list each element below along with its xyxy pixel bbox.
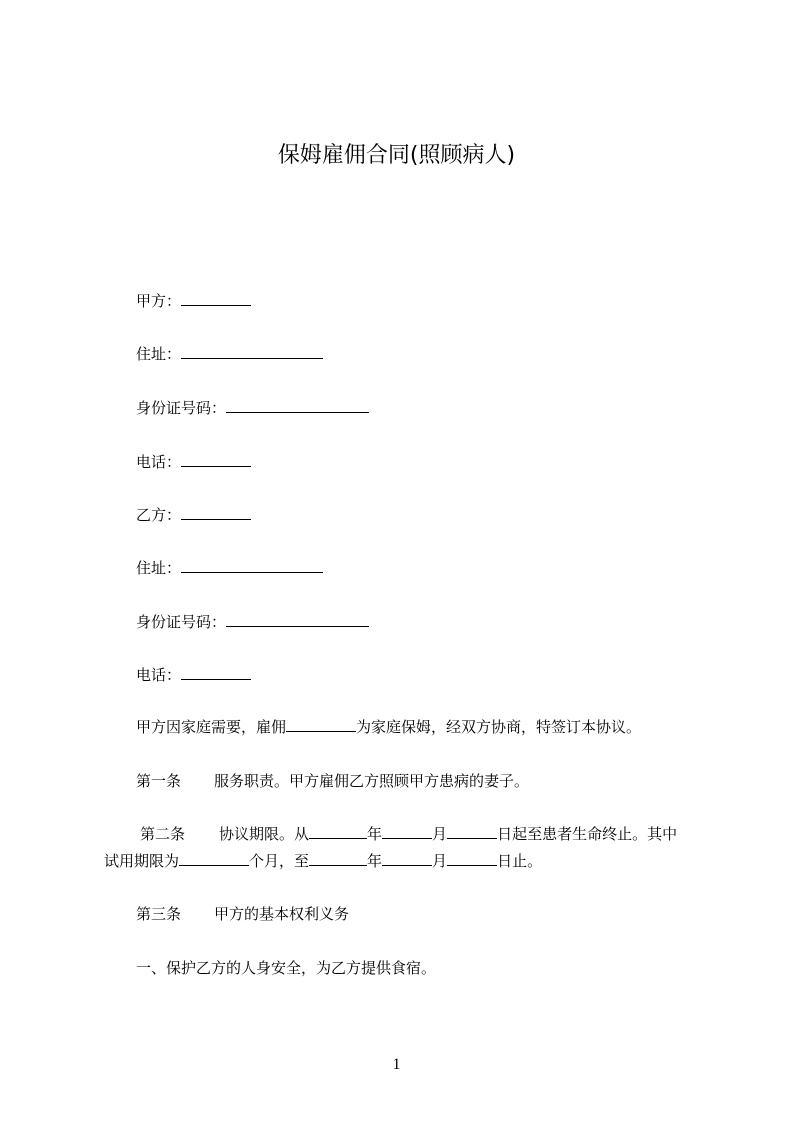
article-2-text-e: 日止。 <box>497 852 543 870</box>
party-b-blank <box>181 505 251 520</box>
party-b-id-blank <box>226 612 369 627</box>
article-1 <box>136 770 529 792</box>
article-3 <box>136 903 349 925</box>
article-2-text-a: 协议期限。从 <box>219 825 310 843</box>
party-b-phone-blank <box>181 665 251 680</box>
party-b-address-blank <box>181 558 323 573</box>
article-2-number: 第二条 <box>140 825 186 843</box>
party-a-id-blank <box>226 398 369 413</box>
party-b-address-line <box>136 557 323 579</box>
start-year-blank <box>309 824 367 839</box>
party-a-id-line <box>136 397 369 419</box>
start-month-blank <box>382 824 432 839</box>
article-3-text: 甲方的基本权利义务 <box>214 905 350 923</box>
page-number: 1 <box>392 1056 401 1073</box>
article-2-month-2: 月 <box>432 852 448 870</box>
party-a-phone-line <box>136 451 251 473</box>
party-b-phone-label: 电话： <box>136 666 182 684</box>
party-a-phone-label: 电话： <box>136 453 182 471</box>
article-1-number: 第一条 <box>136 772 182 790</box>
party-b-address-label: 住址： <box>136 559 182 577</box>
probation-months-blank <box>179 851 249 866</box>
party-b-label: 乙方： <box>136 506 182 524</box>
article-2-year-1: 年 <box>367 825 383 843</box>
article-2-line-2 <box>104 850 542 872</box>
item-1: 一、保护乙方的人身安全，为乙方提供食宿。 <box>136 959 437 977</box>
article-2-year-2: 年 <box>367 852 383 870</box>
article-3-number: 第三条 <box>136 905 182 923</box>
party-a-address-line <box>136 343 323 365</box>
article-2-text-d: 个月，至 <box>249 852 310 870</box>
party-b-phone-line <box>136 664 251 686</box>
end-day-blank <box>447 851 497 866</box>
end-month-blank <box>382 851 432 866</box>
document-title: 保姆雇佣合同(照顾病人) <box>277 143 516 168</box>
end-year-blank <box>309 851 367 866</box>
party-a-line <box>136 290 251 312</box>
party-b-id-label: 身份证号码： <box>136 613 227 631</box>
party-b-id-line <box>136 611 369 633</box>
intro-before: 甲方因家庭需要，雇佣 <box>136 718 287 736</box>
party-a-label: 甲方： <box>136 292 182 310</box>
party-a-address-blank <box>181 344 323 359</box>
party-a-id-label: 身份证号码： <box>136 399 227 417</box>
party-a-phone-blank <box>181 452 251 467</box>
article-1-text: 服务职责。甲方雇佣乙方照顾甲方患病的妻子。 <box>214 772 530 790</box>
article-2-text-b: 日起至患者生命终止。其中 <box>497 825 678 843</box>
start-day-blank <box>447 824 497 839</box>
intro-after: 为家庭保姆，经双方协商，特签订本协议。 <box>356 718 642 736</box>
article-2-line-1 <box>140 823 677 845</box>
party-b-line <box>136 504 251 526</box>
party-a-blank <box>181 291 251 306</box>
intro-paragraph <box>136 716 641 738</box>
article-2-text-c: 试用期限为 <box>104 852 180 870</box>
employee-name-blank <box>286 717 356 732</box>
article-2-month-1: 月 <box>432 825 448 843</box>
party-a-address-label: 住址： <box>136 345 182 363</box>
